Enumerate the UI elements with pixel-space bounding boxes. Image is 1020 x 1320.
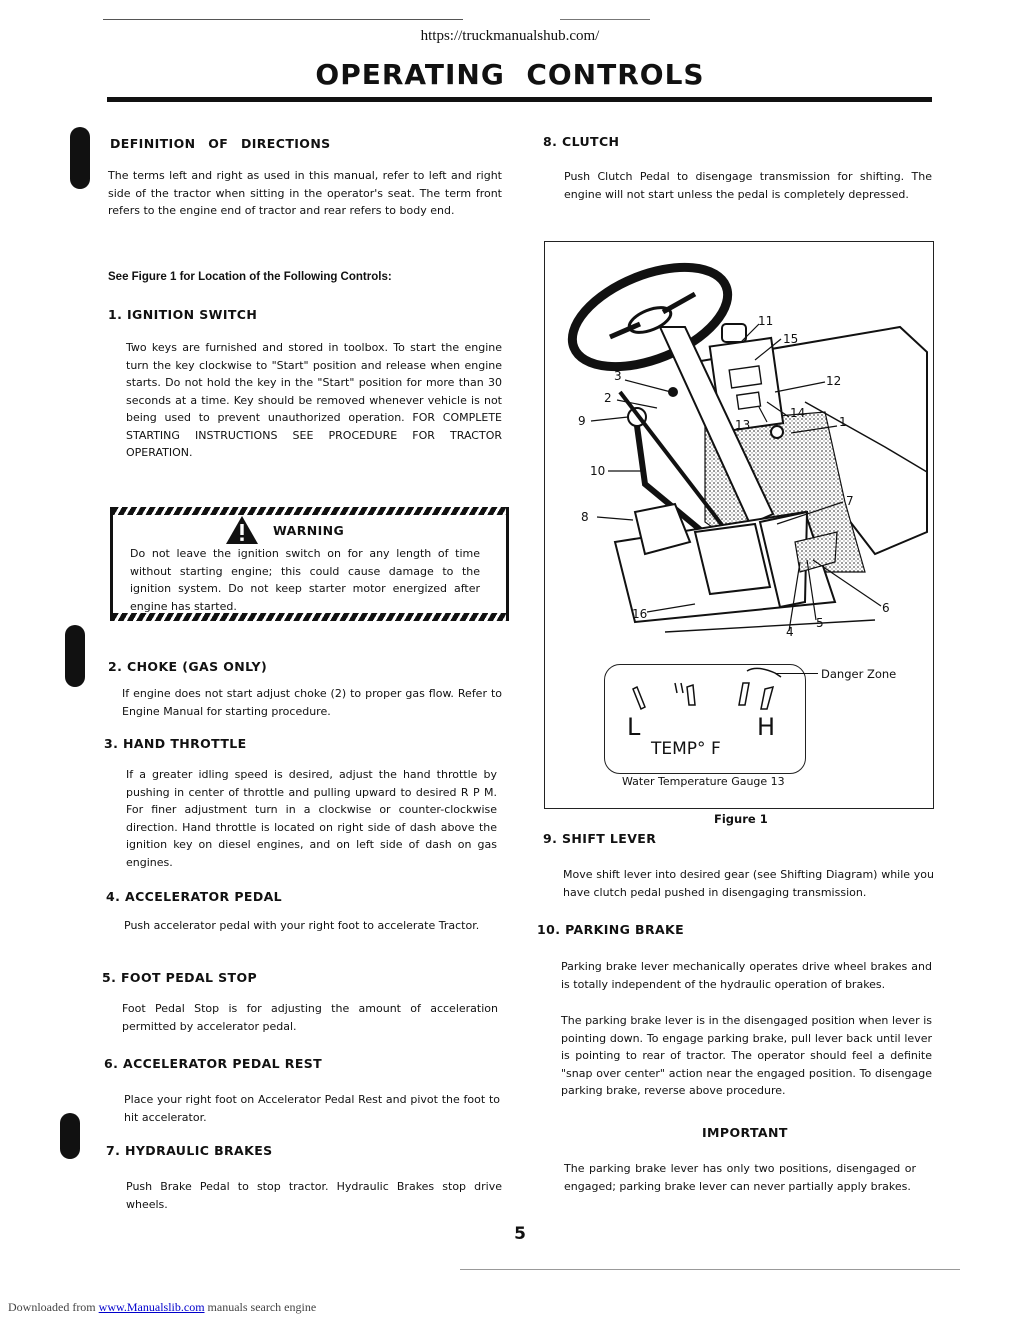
section-1-heading: 1. IGNITION SWITCH xyxy=(108,307,258,322)
section-4-text: Push accelerator pedal with your right foot to accelerate Tractor. xyxy=(124,919,480,932)
gauge-low-label: L xyxy=(627,713,641,741)
callout-2: 2 xyxy=(604,391,612,405)
download-footer xyxy=(8,1300,316,1315)
callout-4: 4 xyxy=(786,625,794,639)
binder-hole-marker xyxy=(65,625,85,687)
callout-6: 6 xyxy=(882,601,890,615)
section-1-text: Two keys are furnished and stored in toolbox. To start the engine turn the key clockwise to "Start" position and release when engine starts. Do not hold the key in the "Start" position for more than 30 seconds at a time. Key should be removed whenever vehicle is not being used to prevent unauthorized operation. FOR COMPLETE STARTING INSTRUCTIONS SEE PROCEDURE FOR TRACTOR OPERATION. xyxy=(126,341,502,459)
section-10-text-2: The parking brake lever is in the disengaged position when lever is pointing down. To engage parking brake, pull lever back until lever is pointing to rear of tractor. The operator should feel a definite "snap over center" action near the engaged position. To disengage parking brake, reverse above procedure. xyxy=(561,1014,932,1097)
callout-5: 5 xyxy=(816,616,824,630)
warning-text: Do not leave the ignition switch on for any length of time without starting engine; this could cause damage to the ignition system. Do not keep starter motor energized after engine has started. xyxy=(130,547,480,613)
binder-hole-marker xyxy=(60,1113,80,1159)
section-6-text: Place your right foot on Accelerator Pedal Rest and pivot the foot to hit accelerator. xyxy=(124,1093,500,1124)
callout-16: 16 xyxy=(632,607,648,621)
section-6-heading: 6. ACCELERATOR PEDAL REST xyxy=(104,1056,323,1071)
warning-icon xyxy=(225,515,259,545)
footer-suffix: manuals search engine xyxy=(204,1300,317,1314)
source-url[interactable]: https://truckmanualshub.com/ xyxy=(420,28,600,44)
manualslib-link[interactable]: www.Manualslib.com xyxy=(98,1300,205,1314)
section-5-heading: 5. FOOT PEDAL STOP xyxy=(102,970,258,985)
section-5-text: Foot Pedal Stop is for adjusting the amount of acceleration permitted by accelerator pedal. xyxy=(122,1002,498,1033)
section-8-heading: 8. CLUTCH xyxy=(543,134,620,149)
title-rule xyxy=(107,97,932,102)
binder-hole-marker xyxy=(70,127,90,189)
warning-hatch-top xyxy=(113,507,506,515)
warning-box xyxy=(110,507,509,621)
callout-11: 11 xyxy=(758,314,774,328)
see-figure-note: See Figure 1 for Location of the Following Controls: xyxy=(108,271,392,283)
callout-12: 12 xyxy=(826,374,842,388)
section-4-heading: 4. ACCELERATOR PEDAL xyxy=(106,889,283,904)
section-9-text: Move shift lever into desired gear (see Shifting Diagram) while you have clutch pedal pushed in disengaging transmission. xyxy=(563,868,934,899)
callout-1: 1 xyxy=(839,415,847,429)
section-9-heading: 9. SHIFT LEVER xyxy=(543,831,657,846)
callout-3: 3 xyxy=(614,369,622,383)
section-3-text: If a greater idling speed is desired, adjust the hand throttle by pushing in center of throttle and pulling upward to desired R P M. For finer adjustment turn in a clockwise or counter-clockwise direction. Hand throttle is located on right side of dash above the ignition key on diesel engines, and on left side of dash on gas engines. xyxy=(126,768,497,869)
danger-zone-label: Danger Zone xyxy=(821,667,897,681)
gauge-caption: Water Temperature Gauge 13 xyxy=(622,775,785,788)
section-10-text-1: Parking brake lever mechanically operates drive wheel brakes and is totally independent of the hydraulic operation of brakes. xyxy=(561,960,932,991)
figure-caption: Figure 1 xyxy=(714,812,768,826)
definition-heading: DEFINITION OF DIRECTIONS xyxy=(110,136,331,151)
callout-7: 7 xyxy=(846,494,854,508)
page-title: OPERATING CONTROLS xyxy=(315,58,705,91)
footer-prefix: Downloaded from xyxy=(8,1300,99,1314)
callout-15: 15 xyxy=(783,332,799,346)
page-number: 5 xyxy=(514,1224,526,1244)
callout-9: 9 xyxy=(578,414,586,428)
important-text: The parking brake lever has only two positions, disengaged or engaged; parking brake lever can never partially apply brakes. xyxy=(564,1162,916,1193)
important-heading: IMPORTANT xyxy=(702,1125,788,1140)
section-2-heading: 2. CHOKE (GAS ONLY) xyxy=(108,659,268,674)
danger-zone-leader xyxy=(776,673,818,674)
scan-line xyxy=(560,19,650,20)
water-temperature-gauge xyxy=(604,664,806,774)
callout-10: 10 xyxy=(590,464,606,478)
callout-13: 13 xyxy=(735,418,751,432)
section-8-text: Push Clutch Pedal to disengage transmission for shifting. The engine will not start unless the pedal is completely depressed. xyxy=(564,170,932,201)
definition-text: The terms left and right as used in this manual, refer to left and right side of the tractor when sitting in the operator's seat. The term front refers to the engine end of tractor and rear refers to body end. xyxy=(108,169,502,217)
gauge-temp-label: TEMP° F xyxy=(651,739,721,759)
section-7-heading: 7. HYDRAULIC BRAKES xyxy=(106,1143,273,1158)
gauge-high-label: H xyxy=(757,713,776,741)
callout-8: 8 xyxy=(581,510,589,524)
scan-line xyxy=(103,19,463,20)
callout-14: 14 xyxy=(790,406,806,420)
warning-title: WARNING xyxy=(273,523,345,538)
section-3-heading: 3. HAND THROTTLE xyxy=(104,736,247,751)
section-7-text: Push Brake Pedal to stop tractor. Hydraulic Brakes stop drive wheels. xyxy=(126,1180,502,1211)
section-2-text: If engine does not start adjust choke (2) to proper gas flow. Refer to Engine Manual for starting procedure. xyxy=(122,687,502,718)
section-10-heading: 10. PARKING BRAKE xyxy=(537,922,685,937)
bottom-scan-line xyxy=(460,1269,960,1270)
